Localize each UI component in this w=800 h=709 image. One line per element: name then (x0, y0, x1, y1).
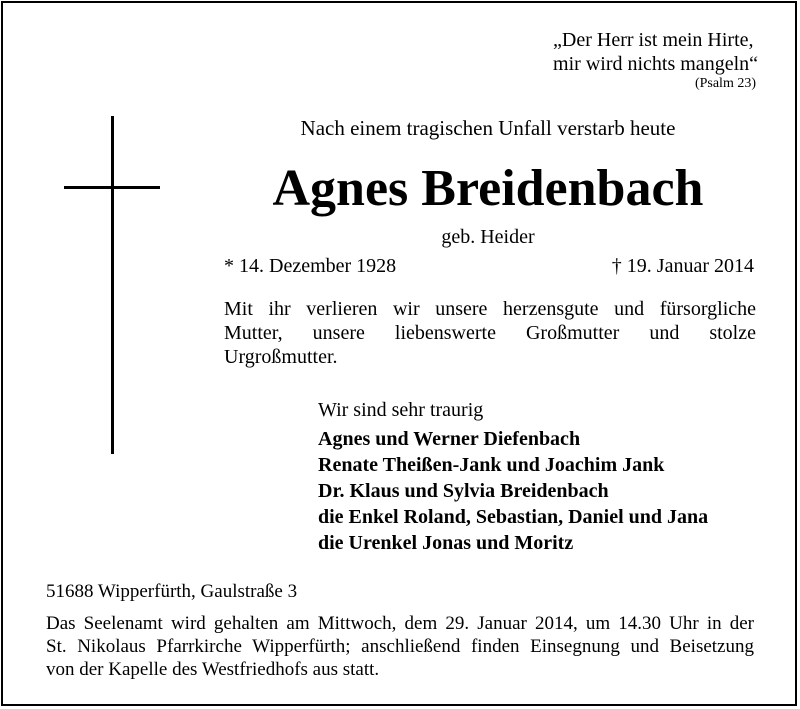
family-address: 51688 Wipperfürth, Gaulstraße 3 (46, 581, 298, 602)
tribute-line-2: Mutter, unsere liebenswerte Großmutter und stolze (224, 322, 756, 344)
service-line-1: Das Seelenamt wird gehalten am Mittwoch, dem 29. Januar 2014, um 14.30 Uhr in der (46, 613, 754, 634)
cross-icon-vertical (111, 116, 114, 454)
service-line-3: von der Kapelle des Westfriedhofs aus statt. (46, 659, 380, 680)
tribute-line-1: Mit ihr verlieren wir unsere herzensgute und fürsorgliche (224, 298, 756, 320)
deceased-name: Agnes Breidenbach (272, 160, 704, 217)
death-date: † 19. Januar 2014 (611, 255, 754, 277)
quote-line-1: „Der Herr ist mein Hirte, (553, 29, 754, 51)
mourners-list (318, 426, 708, 556)
intro-text: Nach einem tragischen Unfall verstarb heute (300, 116, 676, 140)
mourners-intro: Wir sind sehr traurig (318, 399, 484, 421)
mourner-entry: Agnes und Werner Diefenbach (318, 428, 581, 450)
quote-line-2: mir wird nichts mangeln“ (553, 53, 758, 75)
birth-name: geb. Heider (441, 226, 535, 248)
cross-icon-horizontal (64, 186, 160, 189)
tribute-line-3: Urgroßmutter. (224, 346, 338, 368)
quote-source: (Psalm 23) (694, 76, 756, 91)
mourner-entry: die Enkel Roland, Sebastian, Daniel und Jana (318, 506, 709, 528)
birth-date: * 14. Dezember 1928 (224, 255, 397, 277)
tribute-text (224, 297, 756, 369)
mourner-entry: die Urenkel Jonas und Moritz (318, 532, 574, 554)
service-line-2: St. Nikolaus Pfarrkirche Wipperfürth; anschließend finden Einsegnung und Beisetzung (46, 636, 754, 657)
bible-quote (553, 28, 758, 76)
service-details (46, 612, 754, 681)
mourner-entry: Dr. Klaus und Sylvia Breidenbach (318, 480, 609, 502)
mourner-entry: Renate Theißen-Jank und Joachim Jank (318, 454, 665, 476)
